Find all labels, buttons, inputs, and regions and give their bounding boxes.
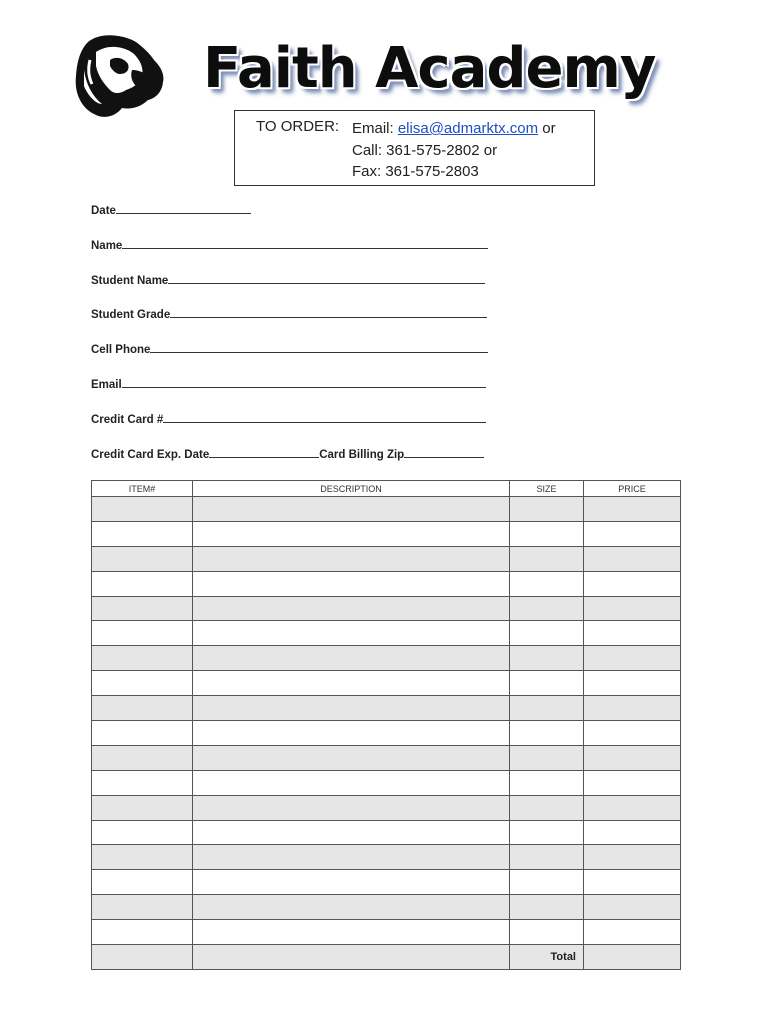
billing-zip-label: Card Billing Zip: [319, 449, 405, 461]
size-cell[interactable]: [510, 721, 584, 746]
description-cell[interactable]: [193, 646, 510, 671]
size-cell[interactable]: [510, 646, 584, 671]
date-blank[interactable]: [116, 203, 251, 214]
item-cell[interactable]: [92, 895, 193, 920]
size-cell[interactable]: [510, 920, 584, 945]
price-cell[interactable]: [584, 820, 681, 845]
total-price-cell[interactable]: [584, 945, 681, 970]
size-cell[interactable]: [510, 770, 584, 795]
order-call-line: Call: 361-575-2802 or: [352, 141, 498, 159]
description-cell[interactable]: [193, 770, 510, 795]
name-label: Name: [91, 240, 123, 252]
table-row: [92, 646, 681, 671]
table-row: [92, 546, 681, 571]
description-cell[interactable]: [193, 820, 510, 845]
order-fax-line: Fax: 361-575-2803: [352, 163, 479, 180]
price-cell[interactable]: [584, 546, 681, 571]
price-cell[interactable]: [584, 870, 681, 895]
credit-card-field: [91, 412, 486, 426]
table-row: [92, 721, 681, 746]
email-field: [91, 377, 486, 391]
item-cell[interactable]: [92, 795, 193, 820]
email-label: Email: [91, 379, 122, 391]
table-row: [92, 671, 681, 696]
table-row: [92, 497, 681, 522]
order-info-box: [234, 110, 595, 186]
description-cell[interactable]: [193, 895, 510, 920]
description-cell[interactable]: [193, 546, 510, 571]
description-cell[interactable]: [193, 795, 510, 820]
description-cell[interactable]: [193, 920, 510, 945]
cell-phone-blank[interactable]: [150, 342, 488, 353]
price-header: PRICE: [584, 481, 681, 497]
size-cell[interactable]: [510, 745, 584, 770]
school-title: Faith Academy: [203, 36, 656, 101]
size-cell[interactable]: [510, 546, 584, 571]
price-cell[interactable]: [584, 845, 681, 870]
description-cell: [193, 945, 510, 970]
description-cell[interactable]: [193, 721, 510, 746]
total-row: [92, 945, 681, 970]
cell-phone-label: Cell Phone: [91, 344, 151, 356]
student-grade-field: [91, 307, 487, 321]
card-exp-blank[interactable]: [209, 447, 319, 458]
email-suffix: or: [538, 120, 556, 137]
description-cell[interactable]: [193, 870, 510, 895]
name-field: [91, 238, 488, 252]
table-row: [92, 745, 681, 770]
size-cell[interactable]: [510, 696, 584, 721]
size-cell[interactable]: [510, 671, 584, 696]
size-cell[interactable]: [510, 845, 584, 870]
price-cell[interactable]: [584, 770, 681, 795]
item-cell[interactable]: [92, 920, 193, 945]
email-prefix: Email:: [352, 120, 398, 137]
price-cell[interactable]: [584, 521, 681, 546]
table-row: [92, 895, 681, 920]
table-header-row: [92, 481, 681, 497]
description-cell[interactable]: [193, 621, 510, 646]
description-cell[interactable]: [193, 671, 510, 696]
date-field: [91, 203, 251, 217]
credit-card-blank[interactable]: [163, 412, 486, 423]
size-cell[interactable]: [510, 497, 584, 522]
size-cell[interactable]: [510, 571, 584, 596]
table-row: [92, 795, 681, 820]
item-cell[interactable]: [92, 497, 193, 522]
item-cell[interactable]: [92, 646, 193, 671]
price-cell[interactable]: [584, 621, 681, 646]
to-order-label: TO ORDER:: [256, 118, 340, 135]
price-cell[interactable]: [584, 596, 681, 621]
price-cell[interactable]: [584, 497, 681, 522]
table-row: [92, 920, 681, 945]
size-cell[interactable]: [510, 795, 584, 820]
item-cell[interactable]: [92, 770, 193, 795]
table-row: [92, 571, 681, 596]
item-cell[interactable]: [92, 546, 193, 571]
description-cell[interactable]: [193, 571, 510, 596]
table-row: [92, 521, 681, 546]
card-exp-label: Credit Card Exp. Date: [91, 449, 210, 461]
table-row: [92, 621, 681, 646]
item-cell[interactable]: [92, 820, 193, 845]
item-cell: [92, 945, 193, 970]
price-cell[interactable]: [584, 721, 681, 746]
price-cell[interactable]: [584, 646, 681, 671]
price-cell[interactable]: [584, 696, 681, 721]
size-cell[interactable]: [510, 621, 584, 646]
description-cell[interactable]: [193, 745, 510, 770]
item-cell[interactable]: [92, 696, 193, 721]
item-cell[interactable]: [92, 571, 193, 596]
description-cell[interactable]: [193, 521, 510, 546]
item-cell[interactable]: [92, 621, 193, 646]
item-cell[interactable]: [92, 521, 193, 546]
panther-logo-icon: [70, 30, 170, 120]
size-cell[interactable]: [510, 820, 584, 845]
email-blank[interactable]: [122, 377, 486, 388]
price-cell[interactable]: [584, 920, 681, 945]
order-email-line: [352, 118, 556, 140]
name-blank[interactable]: [122, 238, 488, 249]
item-cell[interactable]: [92, 721, 193, 746]
date-label: Date: [91, 205, 116, 217]
billing-zip-blank[interactable]: [404, 447, 484, 458]
cell-phone-field: [91, 342, 488, 356]
price-cell[interactable]: [584, 745, 681, 770]
size-cell[interactable]: [510, 521, 584, 546]
item-cell[interactable]: [92, 870, 193, 895]
student-name-field: [91, 273, 485, 287]
table-row: [92, 870, 681, 895]
item-cell[interactable]: [92, 671, 193, 696]
item-cell[interactable]: [92, 745, 193, 770]
description-cell[interactable]: [193, 497, 510, 522]
description-cell[interactable]: [193, 696, 510, 721]
description-cell[interactable]: [193, 596, 510, 621]
size-cell[interactable]: [510, 870, 584, 895]
table-row: [92, 820, 681, 845]
size-header: SIZE: [510, 481, 584, 497]
table-row: [92, 596, 681, 621]
student-name-label: Student Name: [91, 275, 169, 287]
card-exp-field: [91, 447, 484, 461]
table-row: [92, 770, 681, 795]
credit-card-label: Credit Card #: [91, 414, 164, 426]
price-cell[interactable]: [584, 671, 681, 696]
price-cell[interactable]: [584, 795, 681, 820]
size-cell[interactable]: [510, 895, 584, 920]
total-label: Total: [510, 945, 584, 970]
order-items-table: [91, 480, 681, 970]
email-link[interactable]: elisa@admarktx.com: [397, 120, 539, 137]
student-grade-blank[interactable]: [170, 307, 487, 318]
item-number-header: ITEM#: [92, 481, 193, 497]
price-cell[interactable]: [584, 895, 681, 920]
price-cell[interactable]: [584, 571, 681, 596]
description-cell[interactable]: [193, 845, 510, 870]
table-row: [92, 696, 681, 721]
student-name-blank[interactable]: [168, 273, 485, 284]
size-cell[interactable]: [510, 596, 584, 621]
description-header: DESCRIPTION: [193, 481, 510, 497]
item-cell[interactable]: [92, 596, 193, 621]
table-row: [92, 845, 681, 870]
student-grade-label: Student Grade: [91, 309, 171, 321]
item-cell[interactable]: [92, 845, 193, 870]
